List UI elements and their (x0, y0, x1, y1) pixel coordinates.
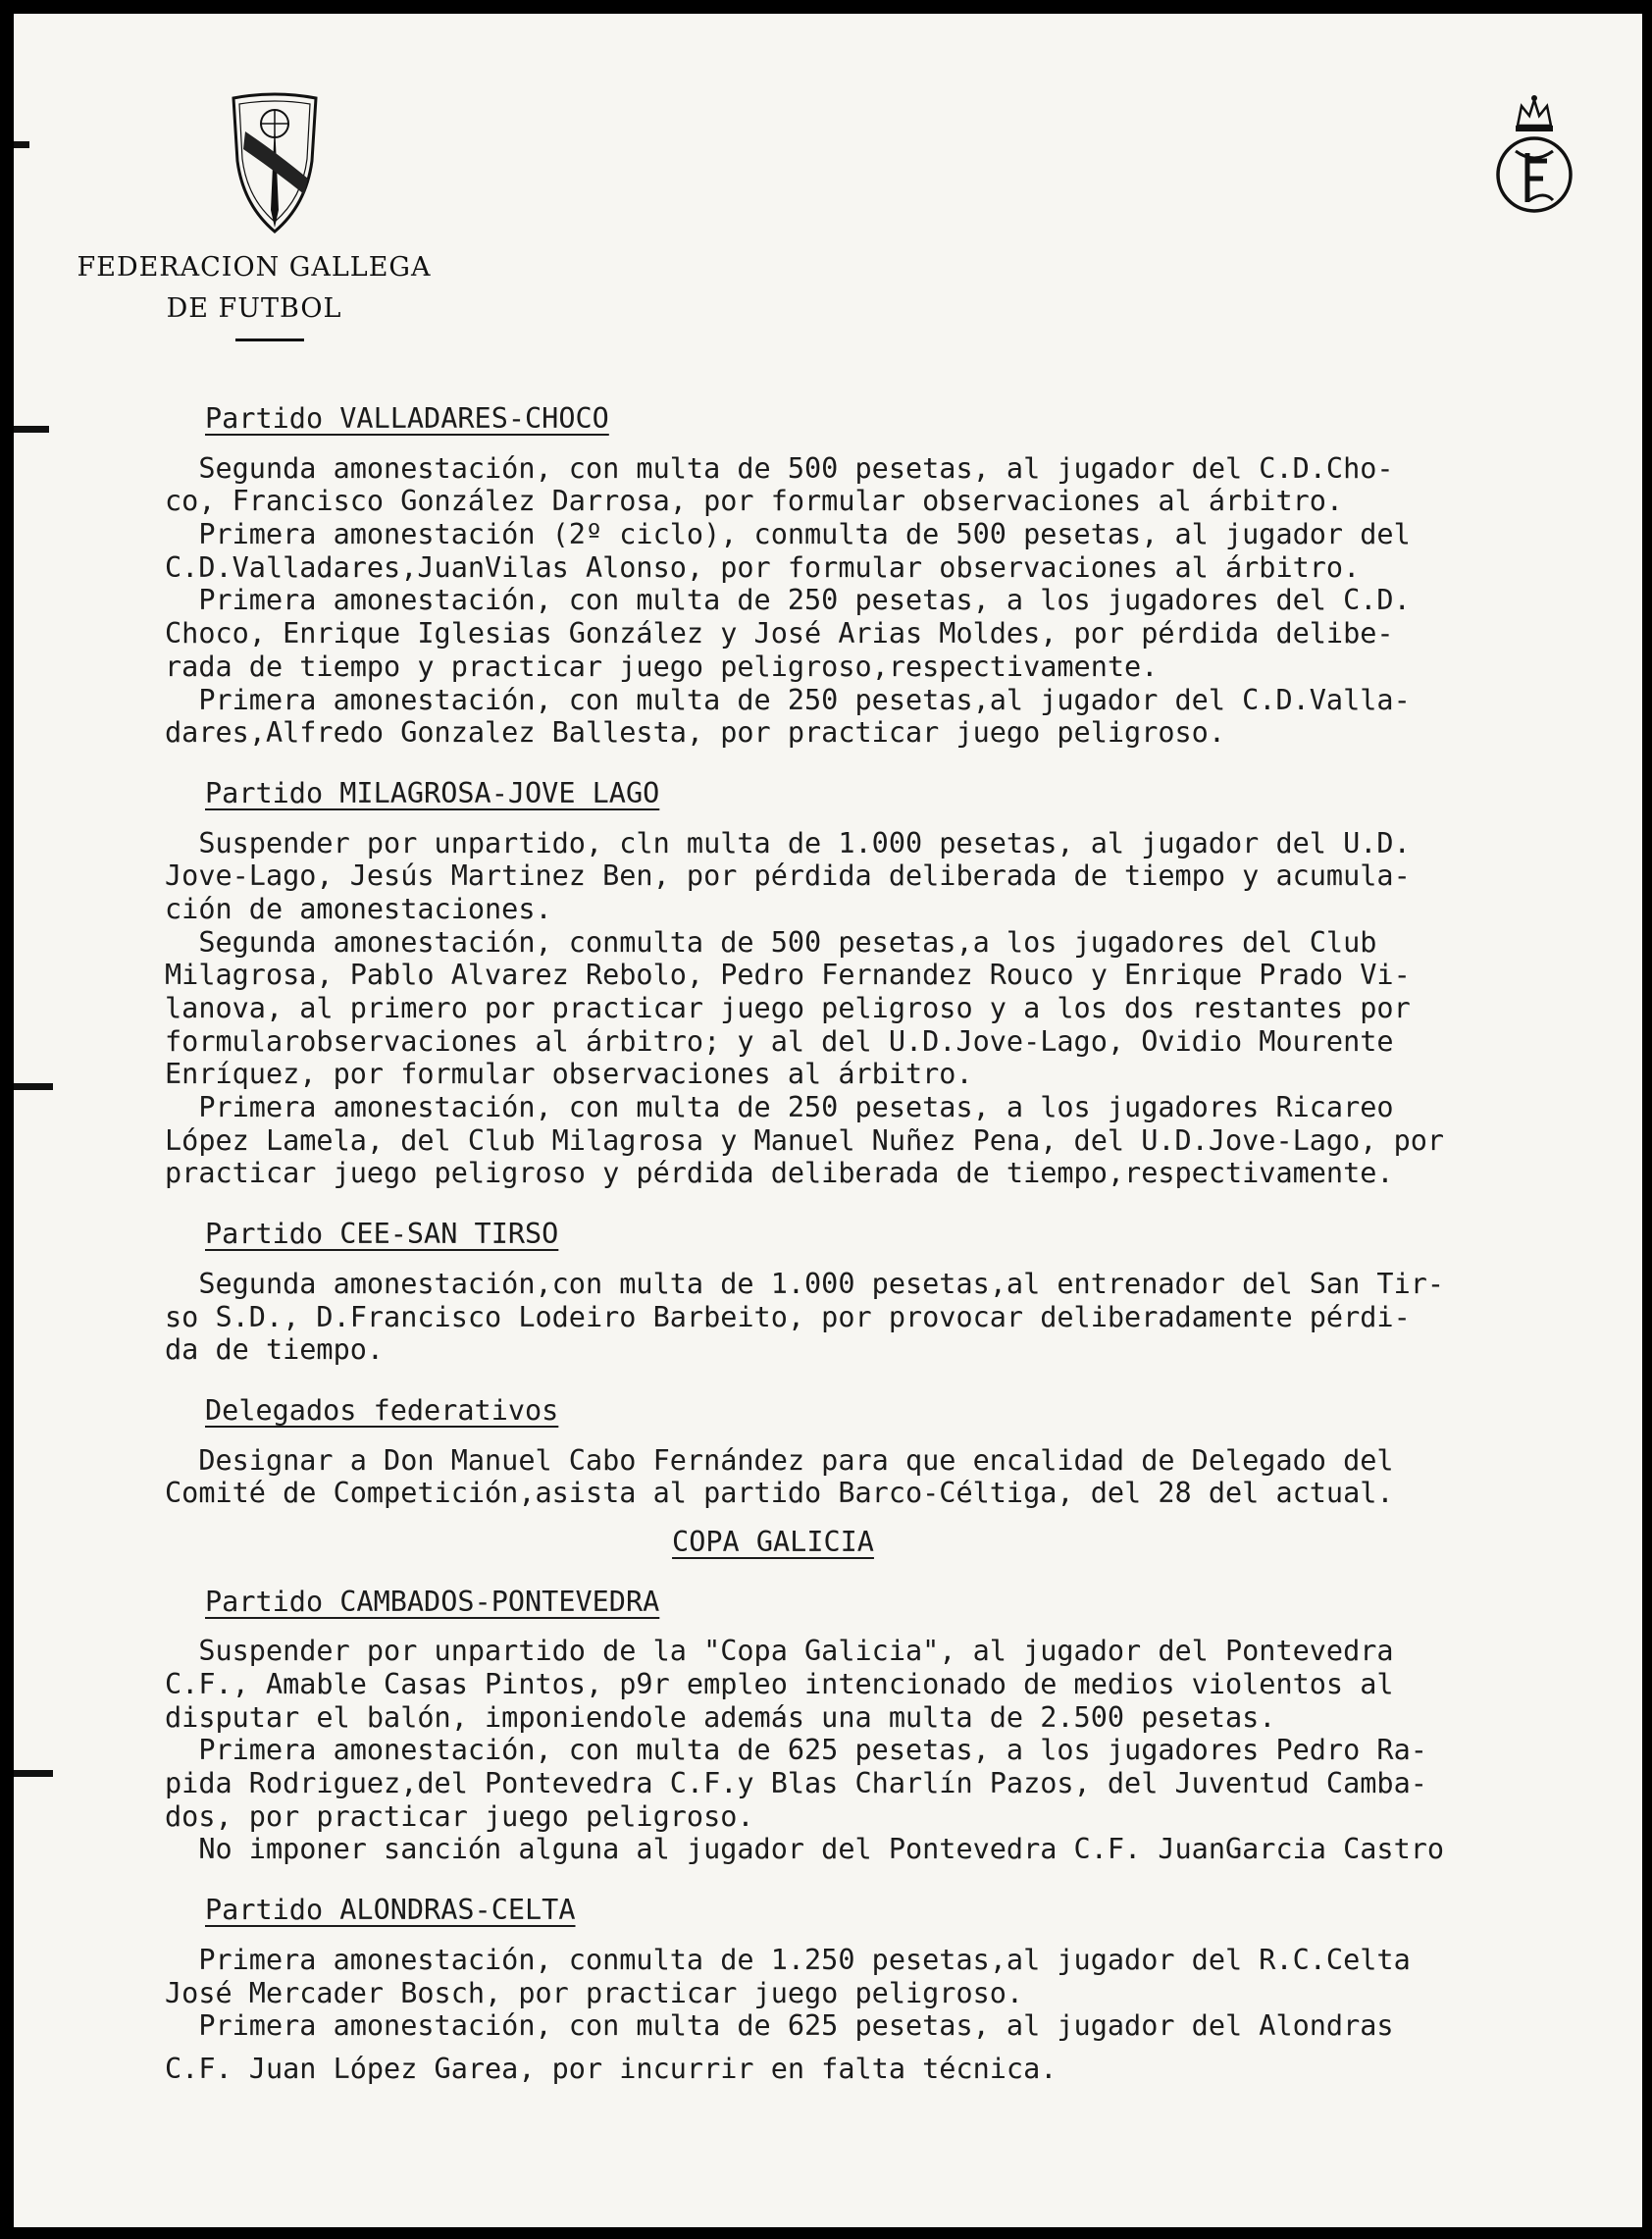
federation-name (73, 247, 436, 330)
section-title-copa-galicia: COPA GALICIA (672, 1525, 874, 1558)
binder-hole-mark (14, 426, 49, 433)
section-title-delegados: Delegados federativos (205, 1393, 559, 1427)
text-line: dares,Alfredo Gonzalez Ballesta, por practicar juego peligroso. (165, 716, 1225, 750)
section-body-valladares (165, 452, 1636, 750)
text-line: Suspender por unpartido de la "Copa Galicia", al jugador del Pontevedra (165, 1635, 1394, 1668)
section-title-cee: Partido CEE-SAN TIRSO (205, 1218, 559, 1251)
federation-name-line1: FEDERACION GALLEGA (77, 252, 432, 283)
text-line: Enríquez, por formular observaciones al árbitro. (165, 1058, 973, 1091)
binder-hole-mark (14, 141, 29, 148)
text-line: Primera amonestación, con multa de 625 pesetas, a los jugadores Pedro Ra- (165, 1734, 1427, 1767)
document-page (14, 14, 1642, 2227)
text-line: co, Francisco González Darrosa, por formular observaciones al árbitro. (165, 485, 1344, 518)
section-body-alondras (165, 1944, 1636, 2086)
text-line: practicar juego peligroso y pérdida deliberada de tiempo,respectivamente. (165, 1157, 1394, 1190)
section-title-milagrosa: Partido MILAGROSA-JOVE LAGO (205, 776, 660, 809)
text-line: Suspender por unpartido, cln multa de 1.000 pesetas, al jugador del U.D. (165, 826, 1411, 859)
text-line: ción de amonestaciones. (165, 892, 552, 925)
text-line: Primera amonestación, con multa de 250 pesetas, a los jugadores del C.D. (165, 584, 1411, 617)
crown-crest-icon (1490, 92, 1578, 220)
text-line: Choco, Enrique Iglesias González y José Arias Moldes, por pérdida delibe- (165, 617, 1394, 651)
section-body-milagrosa (165, 827, 1636, 1191)
text-line: rada de tiempo y practicar juego peligroso,respectivamente. (165, 650, 1159, 683)
federation-name-line2: DE FUTBOL (166, 293, 342, 324)
text-line: José Mercader Bosch, por practicar juego peligroso. (165, 1976, 1024, 2009)
text-line: C.F., Amable Casas Pintos, p9r empleo intencionado de medios violentos al (165, 1668, 1394, 1700)
section-title-valladares: Partido VALLADARES-CHOCO (205, 402, 609, 435)
shield-emblem-icon (226, 92, 324, 239)
text-line: Primera amonestación, con multa de 250 pesetas,al jugador del C.D.Valla- (165, 683, 1411, 716)
text-line: Comité de Competición,asista al partido Barco-Céltiga, del 28 del actual. (165, 1477, 1394, 1510)
text-line: No imponer sanción alguna al jugador del Pontevedra C.F. JuanGarcia Castro (165, 1833, 1445, 1866)
text-line: Segunda amonestación, conmulta de 500 pesetas,a los jugadores del Club (165, 925, 1377, 959)
text-line: Segunda amonestación,con multa de 1.000 pesetas,al entrenador del San Tir- (165, 1267, 1445, 1300)
text-line: so S.D., D.Francisco Lodeiro Barbeito, por provocar deliberadamente pérdi- (165, 1300, 1411, 1333)
text-line: lanova, al primero por practicar juego peligroso y a los dos restantes por (165, 992, 1411, 1024)
section-body-cee (165, 1268, 1636, 1367)
header-rule (235, 338, 304, 341)
text-line: Milagrosa, Pablo Alvarez Rebolo, Pedro Fernandez Rouco y Enrique Prado Vi- (165, 959, 1411, 992)
text-line: Primera amonestación, conmulta de 1.250 pesetas,al jugador del R.C.Celta (165, 1943, 1411, 1976)
text-line: Designar a Don Manuel Cabo Fernández para que encalidad de Delegado del (165, 1443, 1394, 1477)
binder-hole-mark (14, 1770, 53, 1777)
section-title-alondras: Partido ALONDRAS-CELTA (205, 1894, 576, 1927)
text-line: dos, por practicar juego peligroso. (165, 1799, 754, 1833)
text-line: Jove-Lago, Jesús Martinez Ben, por pérdida deliberada de tiempo y acumula- (165, 859, 1411, 893)
binder-hole-mark (14, 1083, 53, 1090)
text-line: disputar el balón, imponiendole además una multa de 2.500 pesetas. (165, 1700, 1276, 1734)
text-line: López Lamela, del Club Milagrosa y Manuel Nuñez Pena, del U.D.Jove-Lago, por (165, 1123, 1445, 1157)
text-line: da de tiempo. (165, 1333, 385, 1367)
text-line: Segunda amonestación, con multa de 500 pesetas, al jugador del C.D.Cho- (165, 451, 1394, 485)
section-title-cambados: Partido CAMBADOS-PONTEVEDRA (205, 1585, 660, 1618)
section-body-cambados (165, 1635, 1636, 1866)
resolution-text (165, 402, 1636, 2086)
text-line: Primera amonestación, con multa de 625 pesetas, al jugador del Alondras (165, 2009, 1394, 2043)
text-line: C.D.Valladares,JuanVilas Alonso, por formular observaciones al árbitro. (165, 550, 1361, 584)
text-line: C.F. Juan López Garea, por incurrir en falta técnica. (165, 2052, 1058, 2085)
text-line: pida Rodriguez,del Pontevedra C.F.y Blas Charlín Pazos, del Juventud Camba- (165, 1767, 1427, 1800)
text-line: Primera amonestación, con multa de 250 pesetas, a los jugadores Ricareo (165, 1091, 1394, 1124)
section-body-delegados (165, 1444, 1636, 1510)
text-line: formularobservaciones al árbitro; y al del U.D.Jove-Lago, Ovidio Mourente (165, 1024, 1394, 1058)
text-line: Primera amonestación (2º ciclo), conmulta de 500 pesetas, al jugador del (165, 518, 1411, 551)
